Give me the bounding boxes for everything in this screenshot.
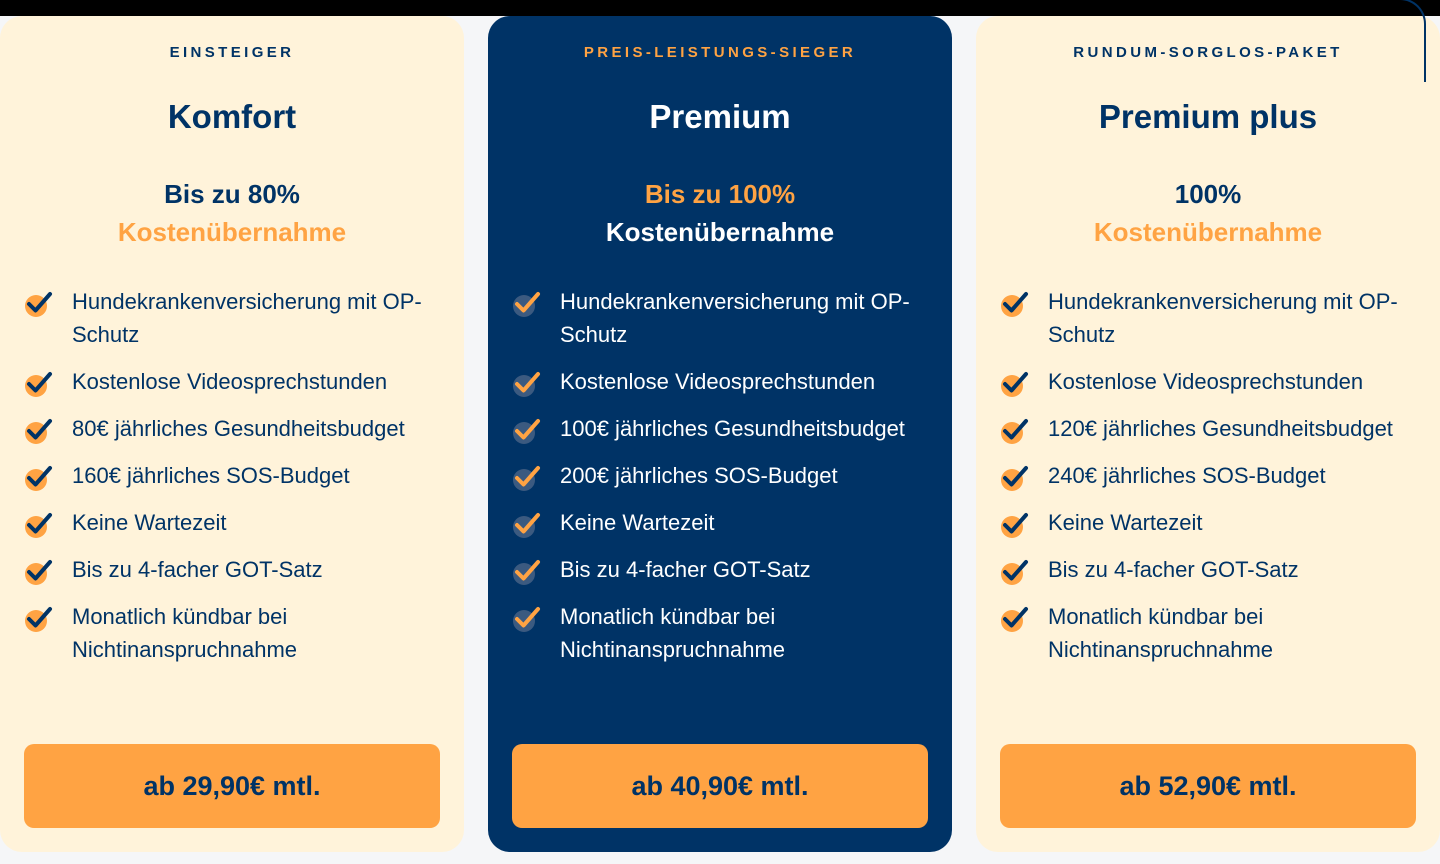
check-icon — [1000, 460, 1032, 492]
coverage-percent: Bis zu 80% — [164, 179, 300, 209]
feature-item: 100€ jährliches Gesundheitsbudget — [512, 412, 932, 445]
check-icon — [512, 286, 544, 318]
feature-item: 160€ jährliches SOS-Budget — [24, 459, 444, 492]
plan-eyebrow: RUNDUM-SORGLOS-PAKET — [1073, 44, 1343, 61]
feature-item: 120€ jährliches Gesundheitsbudget — [1000, 412, 1420, 445]
feature-item: Keine Wartezeit — [1000, 506, 1420, 539]
check-icon — [512, 507, 544, 539]
feature-item: 200€ jährliches SOS-Budget — [512, 459, 932, 492]
top-strip — [0, 0, 1440, 16]
feature-list — [0, 285, 464, 680]
plan-coverage — [1094, 175, 1322, 251]
feature-item: 80€ jährliches Gesundheitsbudget — [24, 412, 444, 445]
coverage-label: Kostenübernahme — [605, 217, 835, 247]
plan-eyebrow: EINSTEIGER — [169, 44, 295, 61]
check-icon — [512, 601, 544, 633]
price-button-premium[interactable]: ab 40,90€ mtl. — [512, 744, 928, 828]
coverage-label: Kostenübernahme — [1093, 217, 1323, 247]
decorative-arc — [1330, 0, 1426, 82]
plan-eyebrow: PREIS-LEISTUNGS-SIEGER — [583, 44, 857, 61]
feature-item: Monatlich kündbar bei Nichtinanspruchnahme — [1000, 600, 1420, 666]
feature-list — [488, 285, 952, 680]
check-icon — [1000, 366, 1032, 398]
plan-card-premium-plus — [976, 16, 1440, 852]
check-icon — [1000, 507, 1032, 539]
feature-item: Bis zu 4-facher GOT-Satz — [512, 553, 932, 586]
plan-title: Komfort — [167, 98, 297, 135]
check-icon — [24, 366, 56, 398]
coverage-percent: Bis zu 100% — [644, 179, 796, 209]
plan-title: Premium — [649, 98, 791, 135]
check-icon — [1000, 601, 1032, 633]
check-icon — [512, 366, 544, 398]
feature-item: Kostenlose Videosprechstunden — [1000, 365, 1420, 398]
feature-list — [976, 285, 1440, 680]
price-button-premium-plus[interactable]: ab 52,90€ mtl. — [1000, 744, 1416, 828]
check-icon — [512, 554, 544, 586]
feature-item: Monatlich kündbar bei Nichtinanspruchnahme — [24, 600, 444, 666]
plan-coverage — [118, 175, 346, 251]
check-icon — [1000, 554, 1032, 586]
feature-item: Hundekrankenversicherung mit OP-Schutz — [512, 285, 932, 351]
coverage-label: Kostenübernahme — [117, 217, 347, 247]
check-icon — [24, 601, 56, 633]
check-icon — [24, 554, 56, 586]
feature-item: Keine Wartezeit — [24, 506, 444, 539]
check-icon — [512, 413, 544, 445]
price-button-komfort[interactable]: ab 29,90€ mtl. — [24, 744, 440, 828]
plan-coverage — [606, 175, 834, 251]
feature-item: Kostenlose Videosprechstunden — [512, 365, 932, 398]
check-icon — [1000, 413, 1032, 445]
check-icon — [24, 413, 56, 445]
check-icon — [24, 286, 56, 318]
feature-item: Hundekrankenversicherung mit OP-Schutz — [24, 285, 444, 351]
plan-title: Premium plus — [1098, 98, 1318, 135]
check-icon — [512, 460, 544, 492]
feature-item: 240€ jährliches SOS-Budget — [1000, 459, 1420, 492]
feature-item: Kostenlose Videosprechstunden — [24, 365, 444, 398]
check-icon — [24, 507, 56, 539]
coverage-percent: 100% — [1174, 179, 1242, 209]
feature-item: Monatlich kündbar bei Nichtinanspruchnahme — [512, 600, 932, 666]
feature-item: Bis zu 4-facher GOT-Satz — [1000, 553, 1420, 586]
plan-card-komfort — [0, 16, 464, 852]
feature-item: Keine Wartezeit — [512, 506, 932, 539]
feature-item: Hundekrankenversicherung mit OP-Schutz — [1000, 285, 1420, 351]
check-icon — [24, 460, 56, 492]
plan-card-premium — [488, 16, 952, 852]
feature-item: Bis zu 4-facher GOT-Satz — [24, 553, 444, 586]
check-icon — [1000, 286, 1032, 318]
